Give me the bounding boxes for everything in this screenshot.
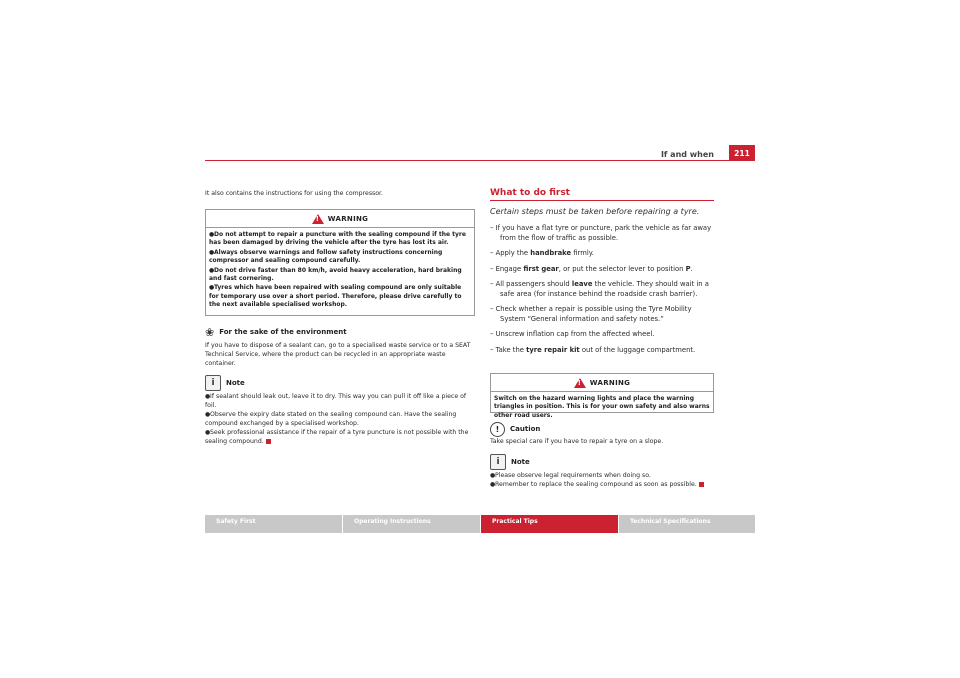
header-rule (205, 160, 755, 161)
footer-tab-operating-instructions[interactable]: Operating Instructions (343, 515, 480, 533)
warning-box-left (205, 209, 475, 316)
warning-body: Switch on the hazard warning lights and place the warning triangles in position. This is for your own safety and also warns other road users. (494, 395, 710, 419)
bullet-icon: ● (209, 284, 215, 292)
bullet-icon: ● (209, 248, 215, 256)
warning-box-right (490, 373, 714, 419)
caution-section (490, 421, 714, 446)
exclamation-circle-icon: ! (490, 422, 505, 437)
environment-header (205, 324, 473, 340)
end-of-section-icon (699, 482, 704, 487)
end-of-section-icon (266, 439, 271, 444)
note-label: Note (511, 458, 530, 466)
bullet-icon: ● (490, 472, 496, 479)
bullet-icon: ● (490, 481, 496, 488)
section-title: What to do first (490, 188, 570, 198)
steps-list (490, 224, 714, 361)
environment-label: For the sake of the environment (219, 328, 347, 336)
warning-label: WARNING (589, 378, 631, 387)
step-item: – Apply the handbrake firmly. (490, 249, 594, 257)
warning-item: ●Do not attempt to repair a puncture with the sealing compound if the tyre has been damaged by driving the vehicle after the tyre has lost its air. (209, 231, 466, 247)
caution-label: Caution (510, 425, 541, 433)
caution-text: Take special care if you have to repair a tyre on a slope. (490, 438, 664, 445)
note-section-left (205, 375, 473, 446)
step-item: – Unscrew inflation cap from the affected wheel. (490, 330, 655, 338)
note-item: ●Seek professional assistance if the repair of a tyre puncture is not possible with the sealing compound. (205, 429, 469, 445)
section-rule (490, 200, 714, 201)
bullet-icon: ● (205, 429, 211, 436)
note-label: Note (226, 379, 245, 387)
note-header (205, 375, 473, 391)
warning-item: ●Do not drive faster than 80 km/h, avoid heavy acceleration, hard braking and fast cornering. (209, 266, 462, 283)
bullet-icon: ● (209, 231, 215, 238)
note-header (490, 454, 714, 470)
warning-header (206, 210, 474, 228)
running-header-title: If and when (660, 150, 714, 159)
warning-label: WARNING (327, 214, 369, 223)
step-item: – Take the tyre repair kit out of the luggage compartment. (490, 345, 696, 354)
note-item: ●If sealant should leak out, leave it to dry. This way you can pull it off like a piece of foil. (205, 393, 467, 409)
warning-triangle-icon (312, 214, 324, 224)
note-body (490, 471, 714, 489)
note-item: ●Remember to replace the sealing compound as soon as possible. (490, 480, 714, 489)
warning-triangle-icon (574, 378, 586, 388)
flower-icon: ❀ (205, 325, 215, 339)
note-icon: i (205, 375, 221, 391)
footer-tab-technical-specifications[interactable]: Technical Specifications (619, 515, 755, 533)
bullet-icon: ● (209, 266, 215, 274)
note-body (205, 392, 473, 446)
step-item: – If you have a flat tyre or puncture, park the vehicle as far away from the flow of traffic as possible. (490, 224, 712, 242)
page-number: 211 (729, 145, 755, 161)
warning-item: ●Always observe warnings and follow safety instructions concerning compressor and sealing compound carefully. (209, 248, 443, 265)
note-icon: i (490, 454, 506, 470)
warning-header (491, 374, 713, 392)
environment-section (205, 324, 473, 368)
step-item: – All passengers should leave the vehicle. They should wait in a safe area (for instance behind the roadside crash barrier). (490, 280, 709, 298)
caution-header (490, 421, 714, 437)
warning-body (206, 228, 474, 313)
bullet-icon: ● (205, 393, 211, 400)
step-item: – Check whether a repair is possible using the Tyre Mobility System “General information and safety notes.” (490, 305, 692, 323)
step-item: – Engage first gear, or put the selector lever to position P. (490, 264, 693, 273)
bullet-icon: ● (205, 411, 211, 418)
section-subtitle: Certain steps must be taken before repairing a tyre. (490, 207, 700, 216)
warning-item: ●Tyres which have been repaired with sealing compound are only suitable for temporary use over a short period. Therefore, please drive carefully to the next available specialised workshop. (209, 284, 462, 309)
note-section-right (490, 454, 714, 489)
note-item: ●Please observe legal requirements when doing so. (490, 472, 651, 479)
left-column (205, 189, 473, 198)
intro-text: It also contains the instructions for using the compressor. (205, 190, 383, 197)
environment-text: If you have to dispose of a sealant can, go to a specialised waste service or to a SEAT Technical Service, where the product can be recycled in an appropriate waste container. (205, 342, 471, 367)
footer-tab-practical-tips[interactable]: Practical Tips (481, 515, 618, 533)
note-item: ●Observe the expiry date stated on the sealing compound can. Have the sealing compound exchanged by a specialised workshop. (205, 411, 457, 427)
footer-tab-safety-first[interactable]: Safety First (205, 515, 342, 533)
